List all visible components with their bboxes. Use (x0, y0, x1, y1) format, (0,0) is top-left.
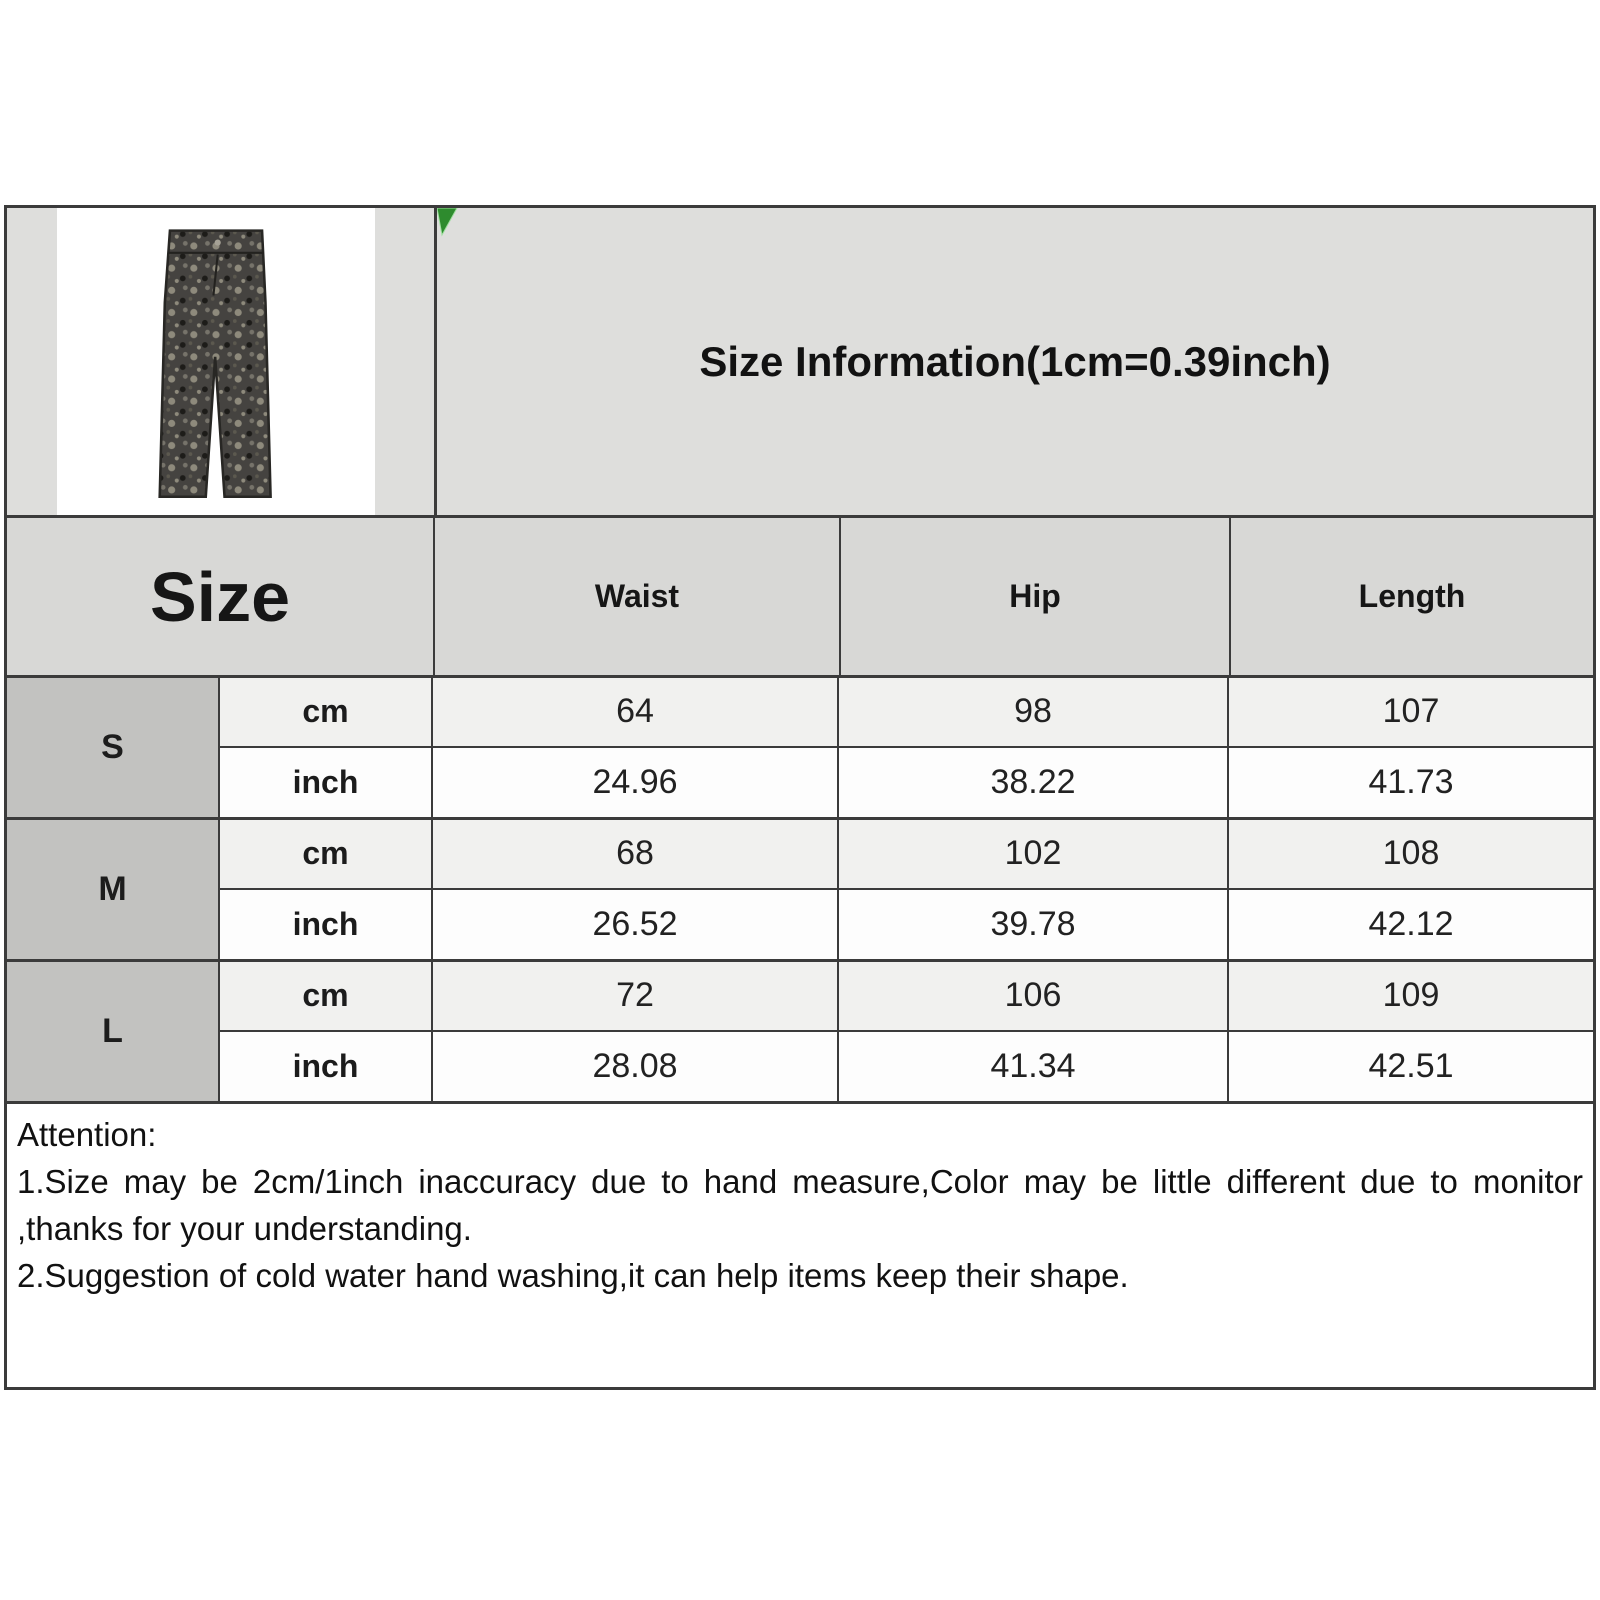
header-length: Length (1358, 578, 1466, 614)
unit-label: inch (220, 1032, 433, 1102)
attention-section (7, 1101, 1593, 1387)
value-s-inch-length: 41.73 (1368, 762, 1454, 801)
unit-label: inch (220, 890, 433, 960)
value-l-inch-waist: 28.08 (433, 1032, 839, 1102)
size-label-l: L (7, 962, 220, 1101)
leopard-pants-image (91, 217, 341, 507)
value-m-inch-waist: 26.52 (433, 890, 839, 960)
product-image-panel (7, 208, 437, 515)
value-l-cm-waist: 72 (433, 962, 839, 1030)
value-s-cm-length: 107 (1382, 692, 1440, 731)
attention-note-1-line-2: ,thanks for your understanding. (17, 1209, 472, 1247)
title-panel (437, 208, 1593, 515)
header-size: Size (7, 518, 435, 675)
value-m-cm-hip: 102 (839, 820, 1229, 888)
table-row-group-l (7, 959, 1593, 1101)
attention-note-2: 2.Suggestion of cold water hand washing,it can help items keep their shape. (17, 1256, 1129, 1294)
table-row-group-s (7, 675, 1593, 817)
row-s-inch (220, 748, 1593, 818)
table-row-group-m (7, 817, 1593, 959)
product-image-frame (57, 208, 375, 515)
size-label-m: M (7, 820, 220, 959)
value-l-cm-length: 109 (1382, 976, 1440, 1015)
header-hip: Hip (841, 518, 1231, 675)
value-l-inch-hip: 41.34 (839, 1032, 1229, 1102)
value-m-inch-hip: 39.78 (839, 890, 1229, 960)
attention-note-1-line-1: 1.Size may be 2cm/1inch inaccuracy due to hand measure,Color may be little different due to monitor (17, 1162, 1583, 1200)
row-l-inch (220, 1032, 1593, 1102)
top-section (7, 208, 1593, 515)
green-corner-marker-icon (437, 208, 461, 238)
group-m-rows (220, 820, 1593, 959)
value-s-inch-waist: 24.96 (433, 748, 839, 818)
value-m-cm-waist: 68 (433, 820, 839, 888)
value-l-cm-hip: 106 (839, 962, 1229, 1030)
attention-heading: Attention: (17, 1116, 157, 1153)
row-m-cm (220, 820, 1593, 890)
value-s-cm-hip: 98 (839, 678, 1229, 746)
size-chart-sheet (4, 205, 1596, 1390)
value-l-inch-length: 42.51 (1368, 1046, 1454, 1085)
value-m-inch-length: 42.12 (1368, 904, 1454, 943)
header-waist: Waist (435, 518, 841, 675)
unit-label: cm (220, 962, 433, 1030)
row-s-cm (220, 678, 1593, 748)
value-m-cm-length: 108 (1382, 834, 1440, 873)
size-label-s: S (7, 678, 220, 817)
group-s-rows (220, 678, 1593, 817)
page-title: Size Information(1cm=0.39inch) (699, 337, 1331, 385)
table-header-row (7, 515, 1593, 675)
group-l-rows (220, 962, 1593, 1101)
value-s-cm-waist: 64 (433, 678, 839, 746)
row-l-cm (220, 962, 1593, 1032)
unit-label: inch (220, 748, 433, 818)
unit-label: cm (220, 678, 433, 746)
value-s-inch-hip: 38.22 (839, 748, 1229, 818)
row-m-inch (220, 890, 1593, 960)
unit-label: cm (220, 820, 433, 888)
